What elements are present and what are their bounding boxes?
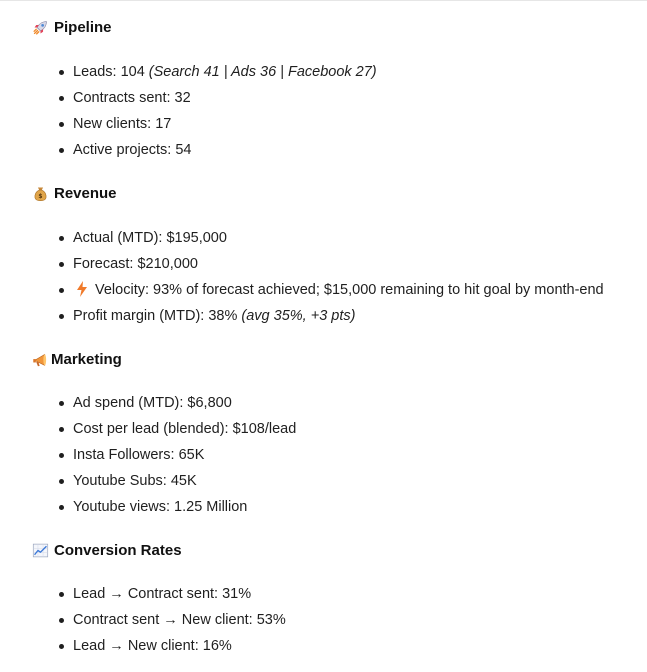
top-divider xyxy=(0,0,647,1)
bullet xyxy=(59,427,64,432)
bullet xyxy=(59,314,64,319)
bullet xyxy=(59,618,64,623)
lightning-icon xyxy=(75,281,89,297)
bullet xyxy=(59,644,64,649)
list-item: Contracts sent: 32 xyxy=(32,85,377,111)
bullet xyxy=(59,479,64,484)
list-item: Lead → Contract sent: 31% xyxy=(32,581,286,607)
section-title: Revenue xyxy=(54,184,117,202)
list-item: Forecast: $210,000 xyxy=(32,251,604,277)
bullet xyxy=(59,592,64,597)
list-item: Active projects: 54 xyxy=(32,137,377,163)
chart-increasing-icon xyxy=(32,542,49,559)
section-heading xyxy=(32,182,642,204)
list-item: Youtube Subs: 45K xyxy=(32,468,296,494)
bullet xyxy=(59,236,64,241)
list-item: Cost per lead (blended): $108/lead xyxy=(32,416,296,442)
bullet xyxy=(59,262,64,267)
section-heading xyxy=(32,16,642,38)
bullet xyxy=(59,96,64,101)
rocket-icon xyxy=(32,19,49,36)
section-heading xyxy=(32,348,642,370)
list-item: Youtube views: 1.25 Million xyxy=(32,494,296,520)
list-item: Ad spend (MTD): $6,800 xyxy=(32,390,296,416)
section-heading xyxy=(32,539,642,561)
list-item: Actual (MTD): $195,000 xyxy=(32,225,604,251)
section-title: Marketing xyxy=(51,350,122,368)
section-marketing xyxy=(32,348,642,370)
conversion-list xyxy=(32,581,286,659)
pipeline-list xyxy=(32,59,377,163)
list-item: Leads: 104 (Search 41 | Ads 36 | Facebook 27) xyxy=(32,59,377,85)
revenue-list xyxy=(32,225,604,329)
list-item: Insta Followers: 65K xyxy=(32,442,296,468)
bullet xyxy=(59,148,64,153)
bullet xyxy=(59,288,64,293)
section-conversion-rates xyxy=(32,539,642,561)
megaphone-icon xyxy=(32,351,49,368)
svg-text:$: $ xyxy=(38,192,43,200)
list-item: Profit margin (MTD): 38% (avg 35%, +3 pts) xyxy=(32,303,604,329)
bullet xyxy=(59,70,64,75)
bullet xyxy=(59,122,64,127)
bullet xyxy=(59,505,64,510)
section-title: Pipeline xyxy=(54,18,112,36)
bullet xyxy=(59,401,64,406)
bullet xyxy=(59,453,64,458)
section-revenue xyxy=(32,182,642,204)
list-item: Velocity: 93% of forecast achieved; $15,000 remaining to hit goal by month-end xyxy=(32,277,604,303)
section-pipeline xyxy=(32,16,642,38)
marketing-list xyxy=(32,390,296,520)
money-bag-icon xyxy=(32,185,49,202)
list-item: New clients: 17 xyxy=(32,111,377,137)
list-item: Contract sent → New client: 53% xyxy=(32,607,286,633)
list-item: Lead → New client: 16% xyxy=(32,633,286,659)
section-title: Conversion Rates xyxy=(54,541,182,559)
